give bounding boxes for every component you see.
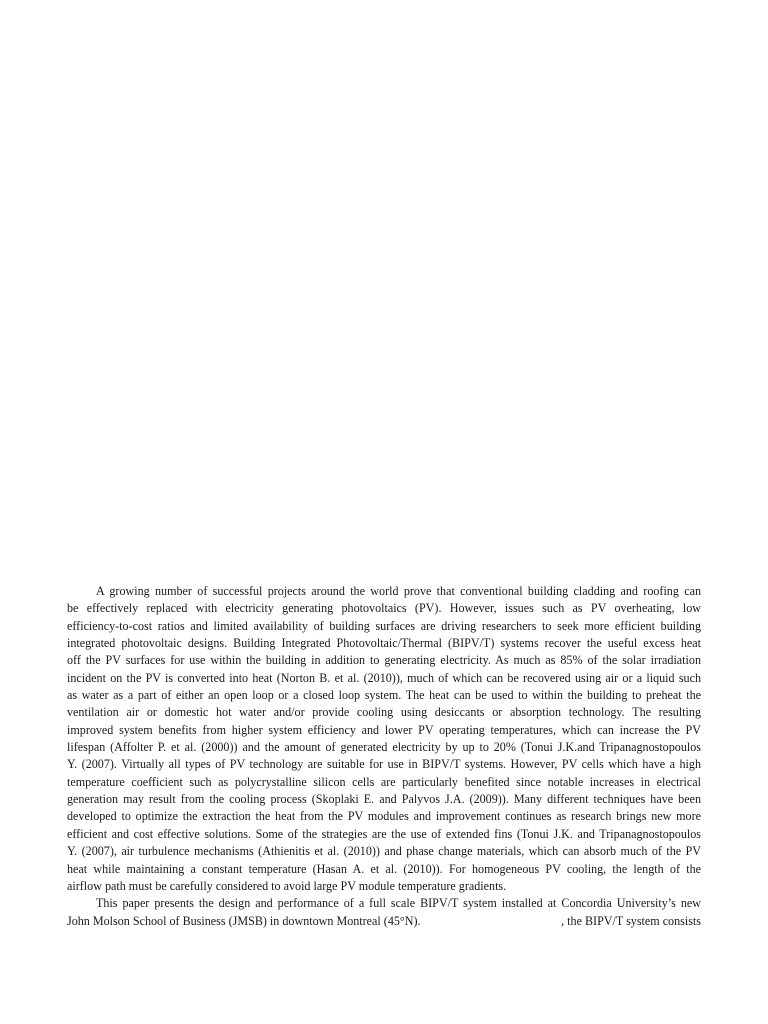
paragraph-line: developed to optimize the extraction the heat from the PV modules and improvement continues as research brings new more (67, 809, 701, 824)
paragraph-line-right: , the BIPV/T system consists (561, 913, 701, 928)
body-text (67, 583, 701, 930)
paragraph-line: This paper presents the design and performance of a full scale BIPV/T system installed at Concordia University’s new (96, 896, 701, 911)
paragraph-line: temperature coefficient such as polycrystalline silicon cells are particularly benefited since notable increases in electrical (67, 774, 701, 789)
paragraph-line: A growing number of successful projects around the world prove that conventional building cladding and roofing can (96, 584, 701, 598)
paragraph-line: improved system benefits from higher system efficiency and lower PV operating temperatures, which can increase the PV (67, 722, 701, 737)
paragraph-line-split (67, 913, 701, 930)
paragraph-line: Y. (2007). Virtually all types of PV technology are suitable for use in BIPV/T systems. However, PV cells which have a high (67, 757, 701, 772)
paragraph-1 (67, 583, 701, 895)
paragraph-line: lifespan (Affolter P. et al. (2000)) and the amount of generated electricity by up to 20% (Tonui J.K.and Tripanagnostopoulos (67, 740, 701, 755)
paragraph-line: off the PV surfaces for use within the building in addition to generating electricity. As much as 85% of the solar irradiation (67, 653, 701, 668)
paragraph-line: efficiency-to-cost ratios and limited availability of building surfaces are driving researchers to seek more efficient building (67, 618, 701, 633)
paragraph-line: ventilation air or domestic hot water and/or provide cooling using desiccants or absorption technology. The resulting (67, 705, 701, 720)
paragraph-line: as water as a part of either an open loop or a closed loop system. The heat can be used to within the building to preheat the (67, 688, 701, 703)
paragraph-line-left: John Molson School of Business (JMSB) in downtown Montreal (45°N). (67, 913, 421, 928)
paragraph-2 (67, 895, 701, 930)
paragraph-line: integrated photovoltaic designs. Building Integrated Photovoltaic/Thermal (BIPV/T) systems recover the useful excess heat (67, 636, 701, 651)
paragraph-line: Y. (2007), air turbulence mechanisms (Athienitis et al. (2010)) and phase change materials, which can absorb much of the PV (67, 844, 701, 859)
paragraph-line: efficient and cost effective solutions. Some of the strategies are the use of extended fins (Tonui J.K. and Tripanagnostopoulos (67, 826, 701, 841)
paragraph-line: incident on the PV is converted into heat (Norton B. et al. (2010)), much of which can be recovered using air or a liquid such (67, 670, 701, 685)
paragraph-line: be effectively replaced with electricity generating photovoltaics (PV). However, issues such as PV overheating, low (67, 601, 701, 616)
paragraph-line: generation may result from the cooling process (Skoplaki E. and Palyvos J.A. (2009)). Many different techniques have been (67, 792, 701, 807)
paragraph-line: airflow path must be carefully considered to avoid large PV module temperature gradients. (67, 878, 507, 893)
paragraph-line: heat while maintaining a constant temperature (Hasan A. et al. (2010)). For homogeneous PV cooling, the length of the (67, 861, 701, 876)
